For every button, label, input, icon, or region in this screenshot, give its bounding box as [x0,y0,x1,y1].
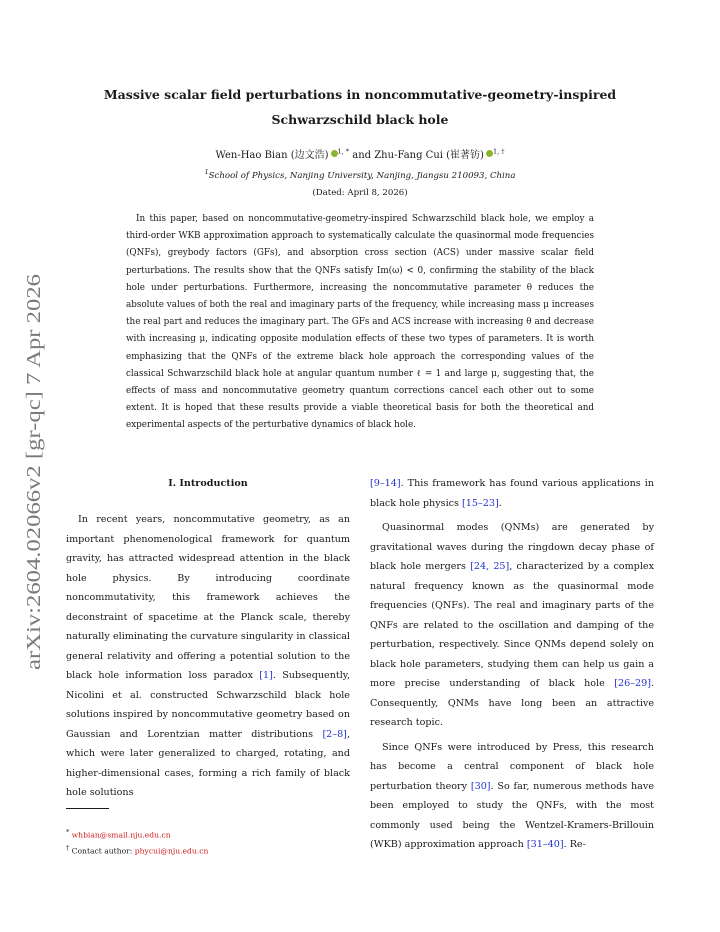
email-link[interactable]: phycui@nju.edu.cn [134,846,209,856]
arxiv-identifier-stamp [8,270,52,670]
footnotes [66,826,208,857]
author-name: Zhu-Fang Cui (崔著钫) [374,150,484,161]
intro-paragraph-1-cont: [9–14]. This framework has found various applications in black hole physics [15–23]. [370,478,654,509]
citation-link[interactable]: [15–23] [462,497,499,509]
abstract: In this paper, based on noncommutative-geometry-inspired Schwarzschild black hole, we employ a third-order WKB approximation approach to systematically calculate the quasinormal mode frequencies (QNFs), greybody factors (GFs), and absorption cross section (ACS) under massive scalar field perturbations. The results show that the QNFs satisfy Im(ω) < 0, confirming the stability of the black hole under perturbations. Furthermore, increasing the noncommutative parameter θ reduces the absolute values of both the real and imaginary parts of the frequency, while increasing mass μ increases the real part and reduces the imaginary part. The GFs and ACS increase with increasing θ and decrease with increasing μ, indicating opposite modulation effects of these two types of parameters. It is worth emphasizing that the QNFs of the extreme black hole approach the corresponding values of the classical Schwarzschild black hole at angular quantum number ℓ = 1 and large μ, suggesting that, the effects of mass and noncommutative geometry quantum corrections cancel each other out to some extent. It is hoped that these results provide a viable theoretical basis for both the theoretical and experimental aspects of the perturbative dynamics of black hole. [126,214,594,431]
orcid-icon[interactable] [331,150,338,157]
citation-link[interactable]: [30] [470,780,491,792]
author-line [90,146,630,161]
citation-link[interactable]: [2–8] [322,728,347,740]
date-line: (Dated: April 8, 2026) [312,188,408,198]
author-marks: 1, † [492,147,505,156]
paper-title: Massive scalar field perturbations in noncommutative-geometry-inspired Schwarzschild black hole [103,87,617,127]
column-left [66,510,350,803]
column-right [370,474,654,855]
section-heading: I. Introduction [168,478,248,489]
author-marks: 1, * [337,147,350,156]
citation-link[interactable]: [31–40] [526,839,564,850]
footnote-1: * whbian@smail.nju.edu.cn [66,828,171,840]
author-name: Wen-Hao Bian (边文浩) [215,150,329,161]
email-link[interactable]: whbian@smail.nju.edu.cn [71,830,171,840]
footnote-2: † Contact author: phycui@nju.edu.cn [66,843,209,856]
footnote-rule [66,808,109,809]
intro-paragraph-1: In recent years, noncommutative geometry, as an important phenomenological framework for quantum gravity, has attracted widespread attention in the black hole physics. By introducing coordinate noncommutativity, this framework achieves the deconstraint of spacetime at the Planck scale, thereby naturally eliminating the curvature singularity in classical general relativity and offering a potential solution to the black hole information loss paradox [1]. Subsequently, Nicolini et al. constructed Schwarzschild black hole solutions inspired by noncommutative geometry based on Gaussian and Lorentzian matter distributions [2–8], which were later generalized to charged, rotating, and higher-dimensional cases, forming a rich family of black hole solutions [66,514,350,798]
affiliation-text: School of Physics, Nanjing University, Nanjing, Jiangsu 210093, China [208,170,516,181]
orcid-icon[interactable] [486,150,493,157]
intro-paragraph-2: Quasinormal modes (QNMs) are generated by gravitational waves during the ringdown decay phase of black hole mergers [24, 25], characterized by a complex natural frequency known as the quasinormal mode frequencies (QNFs). The real and imaginary parts of the QNFs are related to the oscillation and damping of the perturbation, respectively. Since QNMs depend solely on black hole parameters, studying them can help us gain a more precise understanding of black hole [26–29]. Consequently, QNMs have long been an attractive research topic. [370,522,654,728]
arxiv-id-text: arXiv:2604.02066v2 [gr-qc] 7 Apr 2026 [23,348,45,670]
citation-link[interactable]: [26–29] [614,678,651,689]
author-conjunction: and [352,150,372,161]
affiliation-mark: 1 [204,168,209,176]
citation-link[interactable]: [1] [259,670,273,681]
affiliation [90,168,630,181]
citation-link[interactable]: [24, 25] [470,561,510,572]
intro-paragraph-3: Since QNFs were introduced by Press, this research has become a central component of black hole perturbation theory [30]. So far, numerous methods have been employed to study the QNFs, with the most commonly used being the Wentzel-Kramers-Brillouin (WKB) approximation approach [31–40]. Re- [370,741,654,850]
citation-link[interactable]: [9–14] [370,478,401,489]
